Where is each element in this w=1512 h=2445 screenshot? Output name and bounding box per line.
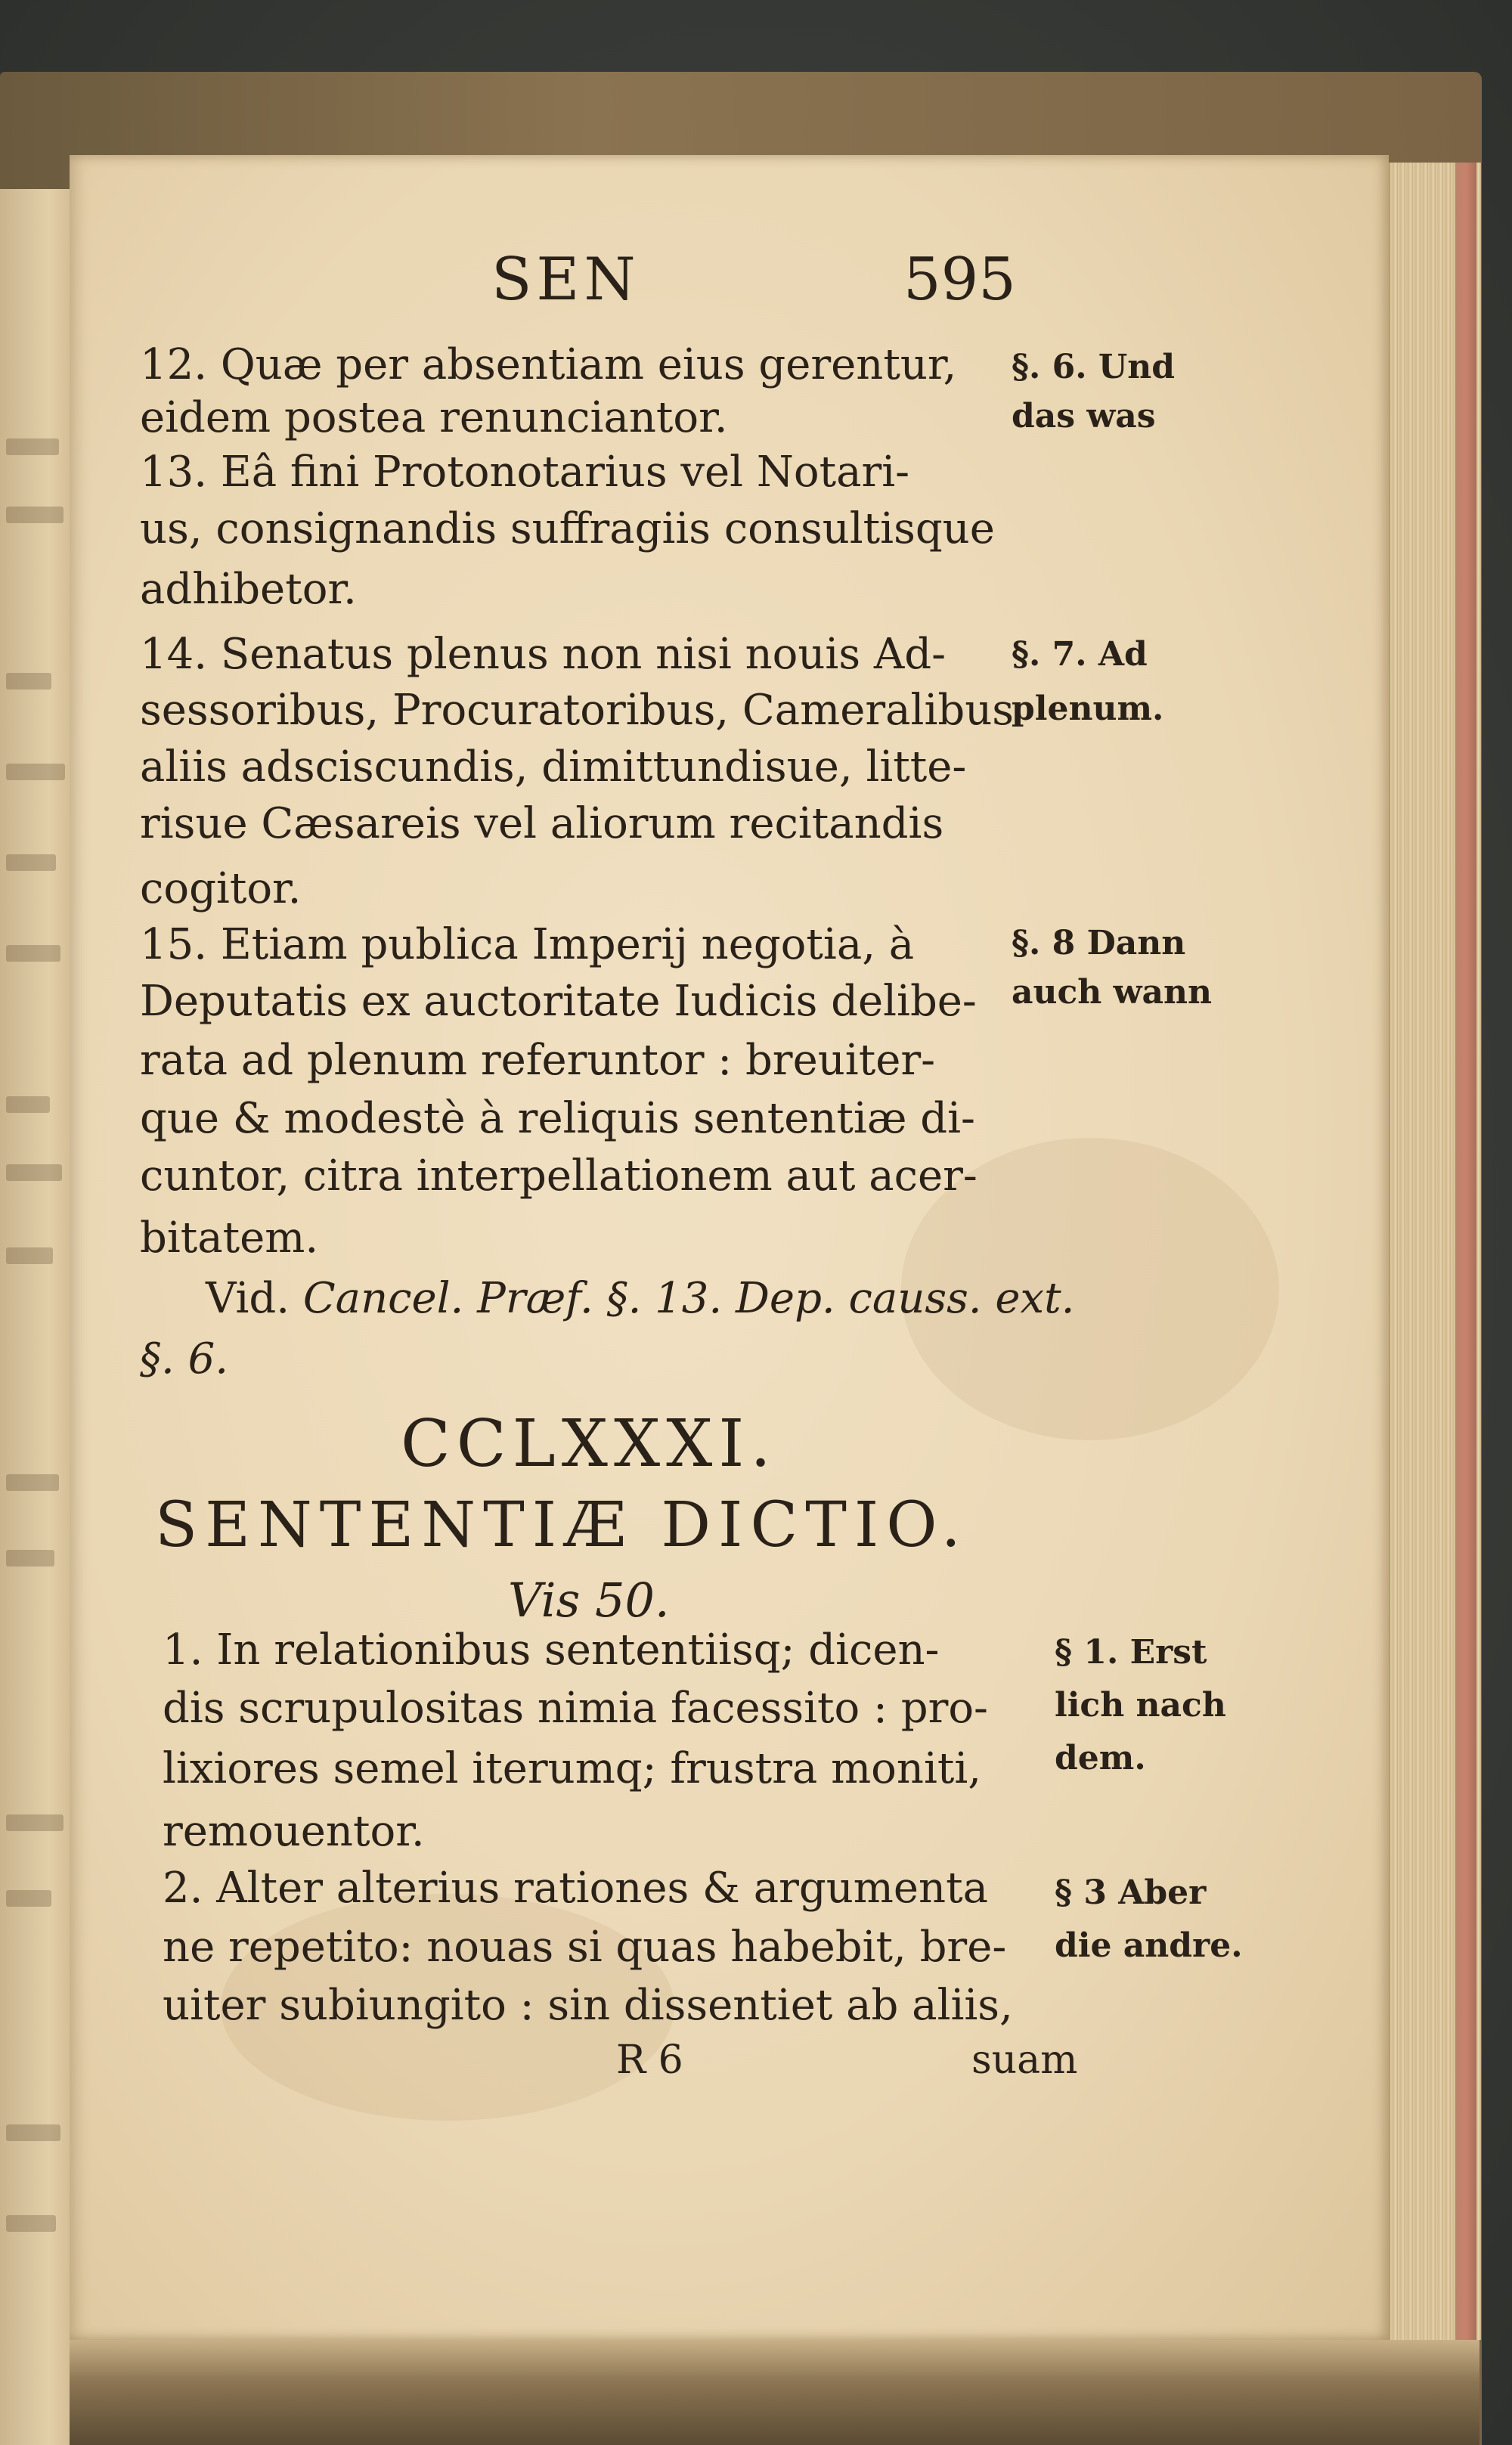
- margin-note: das was: [1012, 397, 1156, 435]
- margin-note: § 1. Erst: [1055, 1633, 1207, 1672]
- margin-note: auch wann: [1012, 973, 1212, 1012]
- citation-prefix: Vid.: [206, 1274, 290, 1323]
- body-line: bitatem.: [140, 1213, 319, 1263]
- section-reference: Vis 50.: [508, 1573, 670, 1628]
- page-stack-edge: [1389, 163, 1481, 2340]
- body-line: Deputatis ex auctoritate Iudicis delibe-: [140, 977, 977, 1026]
- section-line: remouentor.: [163, 1807, 425, 1856]
- section-line: dis scrupulositas nimia facessito : pro-: [163, 1684, 988, 1733]
- running-head: SEN: [491, 246, 640, 314]
- body-line: sessoribus, Procuratoribus, Cameralibus: [140, 686, 1015, 735]
- body-line: adhibetor.: [140, 565, 357, 614]
- section-line: lixiores semel iterumq; frustra moniti,: [163, 1744, 982, 1793]
- body-line: risue Cæsareis vel aliorum recitandis: [140, 799, 944, 848]
- margin-note: dem.: [1055, 1739, 1146, 1777]
- section-line: 1. In relationibus sententiisq; dicen-: [163, 1625, 940, 1675]
- section-line: ne repetito: nouas si quas habebit, bre-: [163, 1923, 1007, 1972]
- section-number: CCLXXXI.: [401, 1406, 777, 1482]
- body-line: aliis adsciscundis, dimittundisue, litte-: [140, 742, 967, 792]
- margin-note: plenum.: [1012, 689, 1164, 728]
- margin-note: §. 7. Ad: [1012, 635, 1148, 674]
- signature-mark: R 6: [616, 2038, 683, 2083]
- citation-line: [206, 1274, 1075, 1323]
- page-number: 595: [903, 246, 1016, 314]
- margin-note: § 3 Aber: [1055, 1873, 1207, 1912]
- body-line: 14. Senatus plenus non nisi nouis Ad-: [140, 630, 947, 679]
- body-line: cogitor.: [140, 864, 302, 913]
- margin-note: §. 8 Dann: [1012, 924, 1186, 962]
- margin-note: die andre.: [1055, 1926, 1243, 1965]
- body-line: 13. Eâ fini Protonotarius vel Notari-: [140, 448, 910, 497]
- margin-note: lich nach: [1055, 1686, 1226, 1725]
- body-line: 15. Etiam publica Imperij negotia, à: [140, 920, 915, 969]
- verso-page-edge: [0, 189, 72, 2445]
- body-line: rata ad plenum referuntor : breuiter-: [140, 1036, 936, 1085]
- catchword: suam: [971, 2038, 1078, 2083]
- citation-tail: §. 6.: [140, 1334, 229, 1384]
- section-title: SENTENTIÆ DICTIO.: [155, 1489, 968, 1561]
- citation-text: Cancel. Præf. §. 13. Dep. causs. ext.: [302, 1274, 1075, 1323]
- section-line: 2. Alter alterius rationes & argumenta: [163, 1864, 988, 1913]
- body-line: cuntor, citra interpellationem aut acer-: [140, 1151, 978, 1201]
- margin-note: §. 6. Und: [1012, 348, 1176, 386]
- body-line: que & modestè à reliquis sententiæ di-: [140, 1094, 975, 1143]
- body-line: eidem postea renunciantor.: [140, 393, 728, 442]
- section-line: uiter subiungito : sin dissentiet ab aliis,: [163, 1981, 1013, 2030]
- book-bottom-edge: [70, 2340, 1479, 2445]
- body-line: 12. Quæ per absentiam eius gerentur,: [140, 340, 957, 389]
- body-line: us, consignandis suffragiis consultisque: [140, 504, 995, 553]
